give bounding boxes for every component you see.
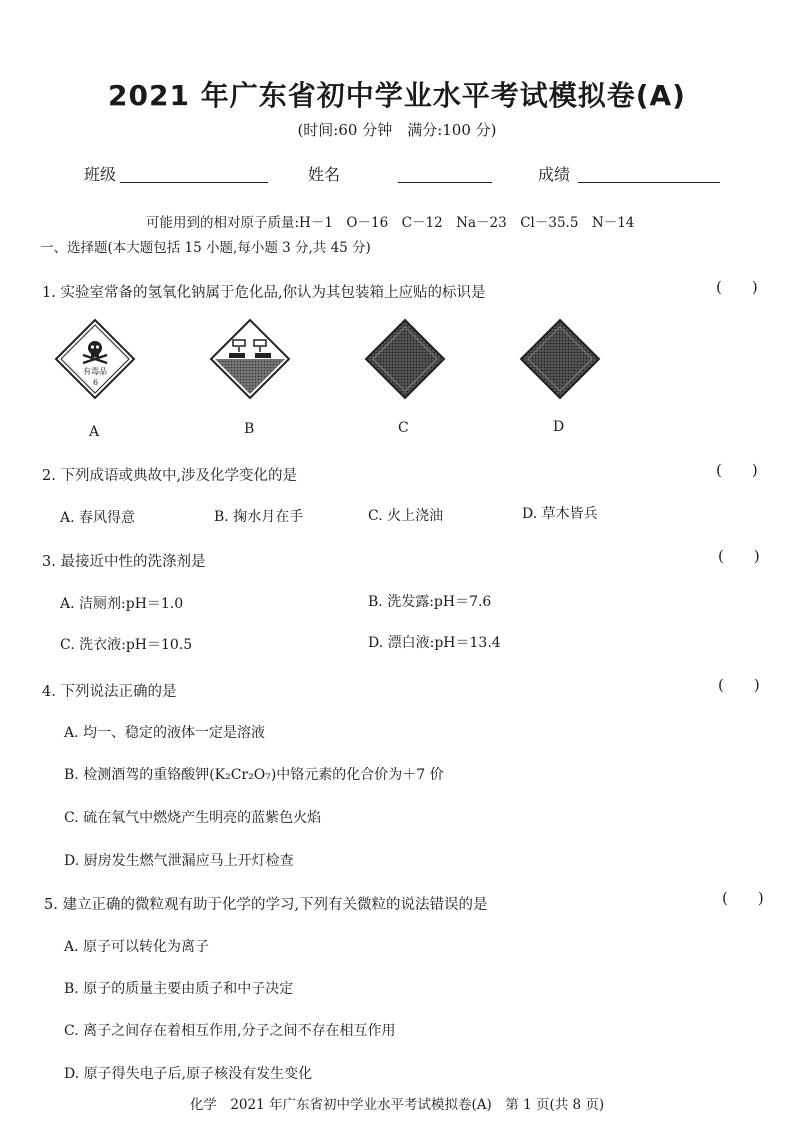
name-field[interactable] <box>398 164 492 183</box>
section-heading: 一、选择题(本大题包括 15 小题,每小题 3 分,共 45 分) <box>40 240 371 256</box>
class-field[interactable] <box>120 164 268 183</box>
question-2-text: 2. 下列成语或典故中,涉及化学变化的是 <box>42 468 298 484</box>
question-3-option-b[interactable]: B. 洗发露:pH＝7.6 <box>368 594 492 610</box>
page-title: 2021 年广东省初中学业水平考试模拟卷(A) <box>108 79 686 112</box>
atomic-masses-note: 可能用到的相对原子质量:H－1 O－16 C－12 Na－23 Cl－35.5 N－14 <box>146 215 635 231</box>
exam-time-score: (时间:60 分钟 满分:100 分) <box>297 121 497 139</box>
sign-label-b: B <box>244 421 255 437</box>
question-4-option-d[interactable]: D. 厨房发生燃气泄漏应马上开灯检查 <box>64 853 294 869</box>
question-4-option-b[interactable]: B. 检测酒驾的重铬酸钾(K₂Cr₂O₇)中铬元素的化合价为＋7 价 <box>64 767 444 783</box>
toxic-sign-class-number: 6 <box>93 378 99 387</box>
question-2-option-b[interactable]: B. 掬水月在手 <box>214 509 304 525</box>
dark-hazard-sign-icon <box>364 318 446 400</box>
question-5-option-a[interactable]: A. 原子可以转化为离子 <box>64 939 210 955</box>
score-field[interactable] <box>578 164 720 183</box>
question-3-answer-paren[interactable]: ( ) <box>718 547 760 565</box>
score-label: 成绩 <box>538 165 571 184</box>
question-3-option-d[interactable]: D. 漂白液:pH＝13.4 <box>368 635 501 651</box>
corrosive-sign-icon <box>209 318 291 400</box>
question-5-option-b[interactable]: B. 原子的质量主要由质子和中子决定 <box>64 981 294 997</box>
question-5-option-d[interactable]: D. 原子得失电子后,原子核没有发生变化 <box>64 1066 313 1082</box>
question-2-answer-paren[interactable]: ( ) <box>716 461 758 479</box>
sign-label-a: A <box>89 424 100 440</box>
sign-label-d: D <box>553 419 565 435</box>
question-5-option-c[interactable]: C. 离子之间存在着相互作用,分子之间不存在相互作用 <box>64 1023 396 1039</box>
question-2-option-c[interactable]: C. 火上浇油 <box>368 508 444 524</box>
question-1-text: 1. 实验室常备的氢氧化钠属于危化品,你认为其包装箱上应贴的标识是 <box>42 285 486 301</box>
question-5-answer-paren[interactable]: ( ) <box>722 889 764 907</box>
question-3-option-a[interactable]: A. 洁厕剂:pH＝1.0 <box>60 596 184 612</box>
question-4-option-c[interactable]: C. 硫在氧气中燃烧产生明亮的蓝紫色火焰 <box>64 810 322 826</box>
question-1-answer-paren[interactable]: ( ) <box>716 278 758 296</box>
question-2-option-a[interactable]: A. 春风得意 <box>60 510 136 526</box>
toxic-sign-text: 有毒品 <box>83 367 107 376</box>
name-label: 姓名 <box>308 165 341 184</box>
question-2-option-d[interactable]: D. 草木皆兵 <box>522 506 598 522</box>
question-5-text: 5. 建立正确的微粒观有助于化学的学习,下列有关微粒的说法错误的是 <box>44 897 488 913</box>
question-3-text: 3. 最接近中性的洗涤剂是 <box>42 554 206 570</box>
sign-label-c: C <box>398 420 409 436</box>
question-3-option-c[interactable]: C. 洗衣液:pH＝10.5 <box>60 637 193 653</box>
page-footer: 化学 2021 年广东省初中学业水平考试模拟卷(A) 第 1 页(共 8 页) <box>189 1097 605 1113</box>
question-4-answer-paren[interactable]: ( ) <box>718 676 760 694</box>
toxic-sign-icon <box>54 318 136 400</box>
question-4-option-a[interactable]: A. 均一、稳定的液体一定是溶液 <box>64 725 266 741</box>
dark-hazard-sign-icon <box>519 318 601 400</box>
question-4-text: 4. 下列说法正确的是 <box>42 684 177 700</box>
class-label: 班级 <box>84 165 117 184</box>
